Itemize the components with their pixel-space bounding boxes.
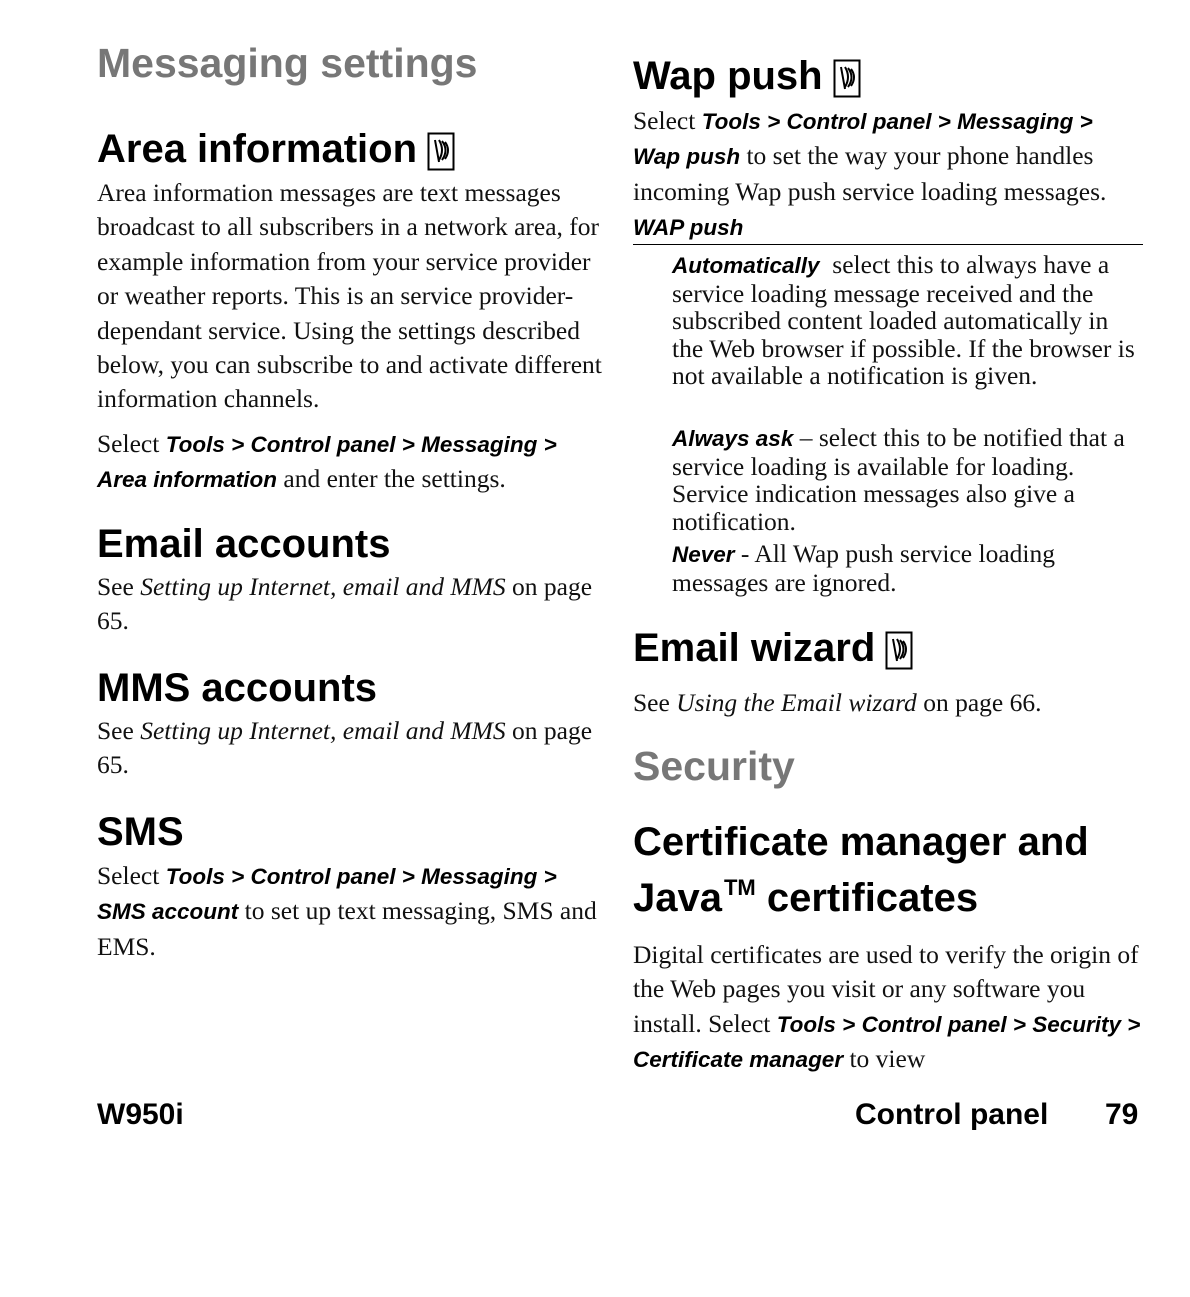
mms-accounts-body: See Setting up Internet, email and MMS on page 65. (97, 716, 593, 780)
section-title-security: Security (633, 743, 795, 789)
footer-page-number: 79 (1105, 1098, 1139, 1131)
email-wizard-body: See Using the Email wizard on page 66. (633, 688, 1042, 717)
sms-instruction: Select Tools > Control panel > Messaging > SMS account to set up text messaging, SMS and EMS. (97, 861, 597, 961)
email-accounts-body: See Setting up Internet, email and MMS on page 65. (97, 572, 593, 636)
footer-model: W950i (97, 1098, 184, 1131)
option-never: Never - All Wap push service loading messages are ignored. (672, 539, 1055, 597)
trademark-symbol: TM (723, 875, 756, 900)
heading-java-certificates: Java™ certificates (633, 875, 979, 920)
heading-wap-push: Wap push (633, 56, 861, 98)
certificates-body: Digital certificates are used to verify the origin of the Web pages you visit or any software you install. Select Tools > Control panel > Security > Certificate manager to view (633, 940, 1141, 1074)
wap-push-instruction: Select Tools > Control panel > Messaging > Wap push to set the way your phone handles incoming Wap push service loading messages. (633, 106, 1107, 206)
phone-menu-icon (427, 132, 455, 171)
area-info-body: Area information messages are text messages broadcast to all subscribers in a network area, for example information from your service provider or weather reports. This is an service provider-dependant service. Using the settings described below, you can subscribe to and activate different information channels. (97, 178, 602, 414)
footer-chapter: Control panel (855, 1098, 1049, 1131)
cross-reference-link: Setting up Internet, email and MMS (140, 716, 506, 745)
menu-path-certificate-manager: Tools > Control panel > Security > Certificate manager (633, 1011, 1141, 1073)
option-automatically: Automatically select this to always have a service loading message received and the subscribed content loaded automatically in the Web browser if possible. If the browser is not available a notification is given. (672, 250, 1142, 390)
section-title-messaging-settings: Messaging settings (97, 40, 478, 86)
cross-reference-link: Using the Email wizard (676, 688, 917, 717)
heading-email-wizard: Email wizard (633, 628, 913, 670)
wap-push-table-heading: WAP push (633, 215, 1143, 245)
heading-mms-accounts: MMS accounts (97, 666, 378, 710)
heading-area-information: Area information (97, 129, 455, 171)
phone-menu-icon (885, 631, 913, 670)
heading-certificate-manager: Certificate manager and (633, 820, 1089, 864)
menu-path-wap-push: Tools > Control panel > Messaging > Wap push (633, 109, 1093, 170)
heading-email-accounts: Email accounts (97, 522, 391, 566)
option-always-ask: Always ask – select this to be notified that a service loading is available for loading. Service indication messages also give a notification. (672, 423, 1125, 536)
menu-path-sms: Tools > Control panel > Messaging > SMS account (97, 864, 557, 925)
heading-sms: SMS (97, 810, 184, 854)
phone-menu-icon (833, 59, 861, 98)
menu-path-area-information: Tools > Control panel > Messaging > Area information (97, 432, 557, 493)
area-info-instruction: Select Tools > Control panel > Messaging > Area information and enter the settings. (97, 429, 557, 494)
cross-reference-link: Setting up Internet, email and MMS (140, 572, 506, 601)
